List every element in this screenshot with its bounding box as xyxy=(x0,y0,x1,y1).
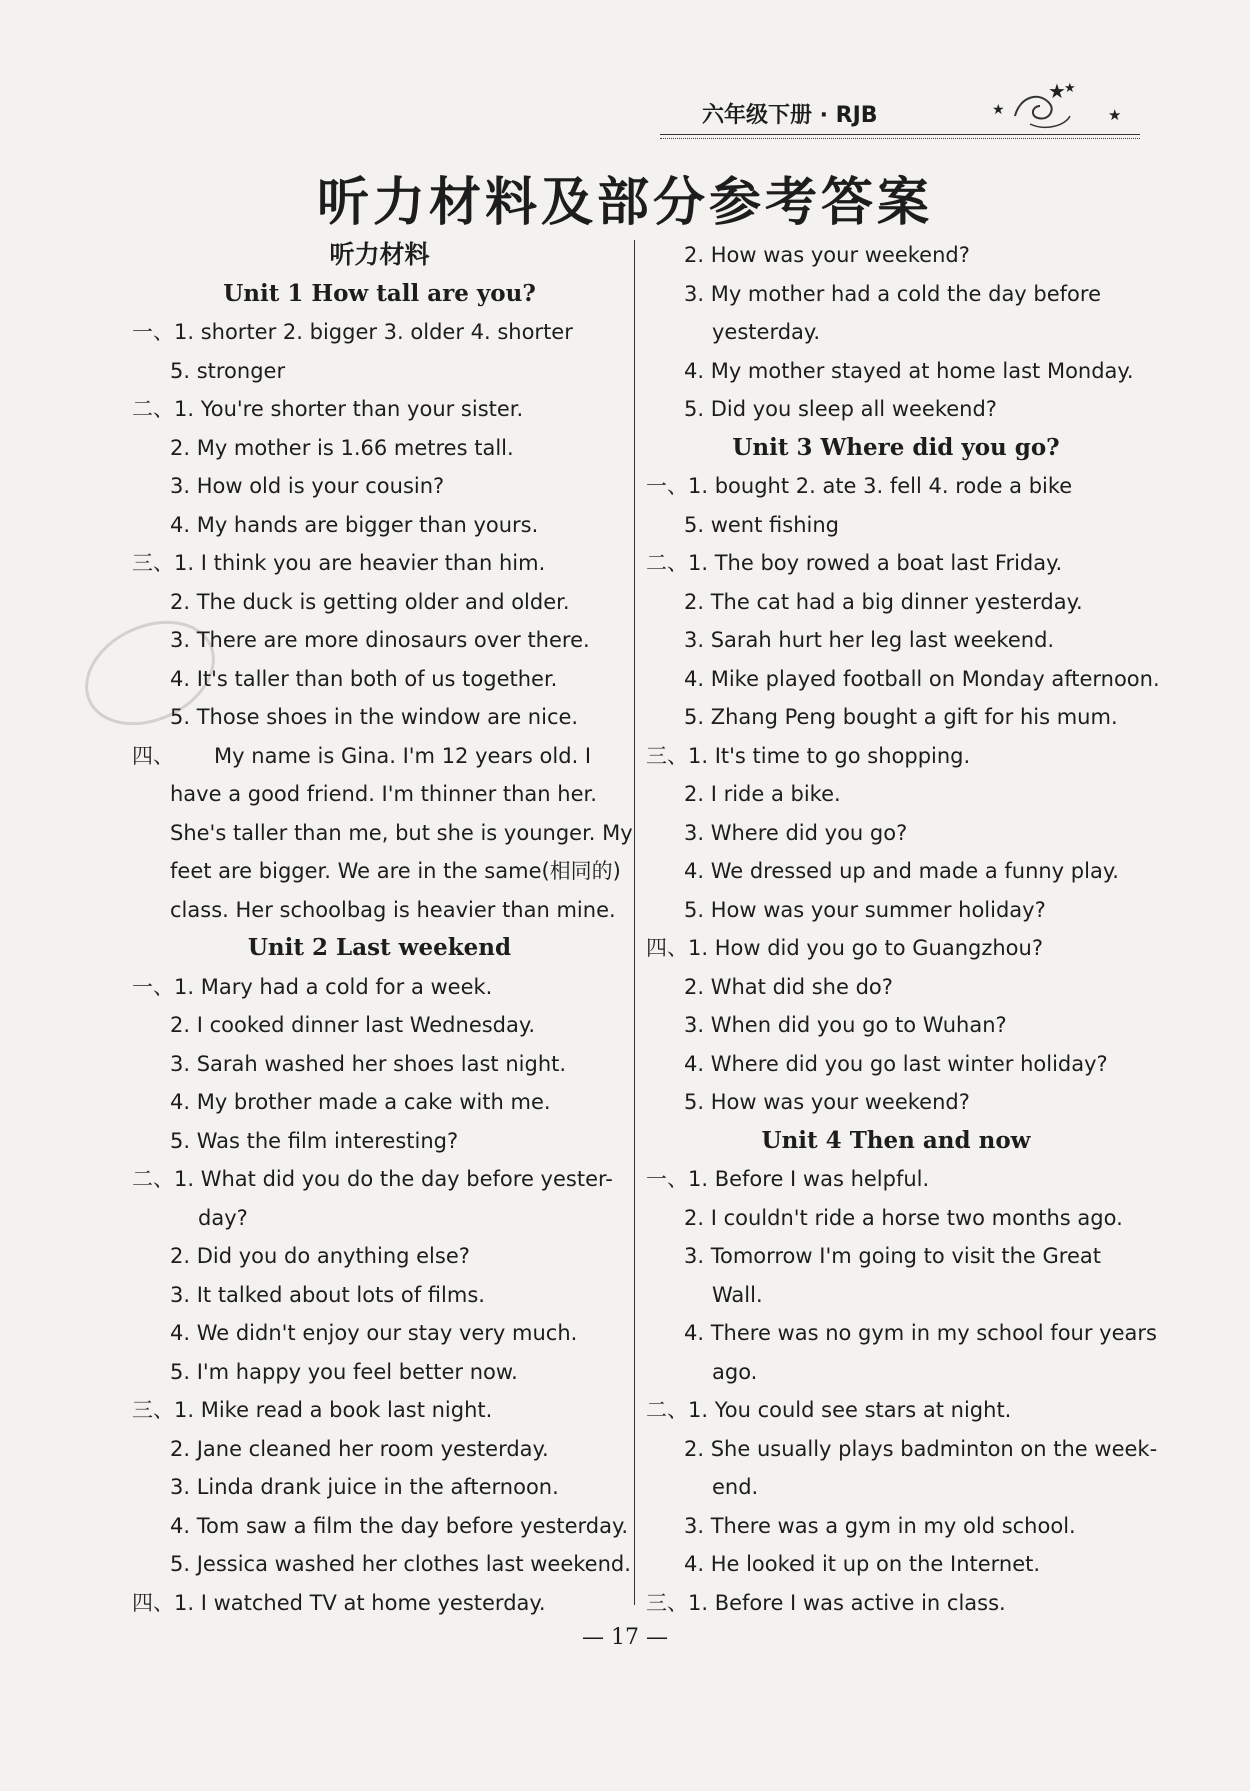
answer-line: yesterday. xyxy=(712,320,821,344)
answer-line: 三、1. It's time to go shopping. xyxy=(646,743,971,768)
answer-line: 4. We didn't enjoy our stay very much. xyxy=(170,1321,578,1345)
answer-line: 3. It talked about lots of films. xyxy=(170,1282,485,1307)
answer-line: 4. It's taller than both of us together. xyxy=(170,666,558,691)
answer-line: day? xyxy=(198,1205,248,1230)
answer-line: 5. went fishing xyxy=(684,512,839,537)
answer-line: 三、1. I think you are heavier than him. xyxy=(132,551,546,575)
page-title: 听力材料及部分参考答案 xyxy=(316,173,933,233)
svg-text:★: ★ xyxy=(1064,81,1076,96)
answer-line: 2. How was your weekend? xyxy=(684,243,970,267)
answer-line: 3. There was a gym in my old school. xyxy=(684,1513,1076,1538)
answer-line: 4. Tom saw a film the day before yesterday. xyxy=(170,1513,629,1538)
answer-line: 一、1. shorter 2. bigger 3. older 4. shorter xyxy=(132,320,573,344)
answer-line: 5. Was the film interesting? xyxy=(170,1128,459,1153)
running-header xyxy=(660,79,1140,142)
answer-line: 3. There are more dinosaurs over there. xyxy=(170,628,590,652)
answer-line: 4. My mother stayed at home last Monday. xyxy=(684,358,1134,383)
answer-line: 4. My brother made a cake with me. xyxy=(170,1090,551,1114)
answer-line: 三、1. Mike read a book last night. xyxy=(132,1398,493,1422)
answer-line: 2. The cat had a big dinner yesterday. xyxy=(684,589,1083,614)
answer-line: 5. Did you sleep all weekend? xyxy=(684,397,997,421)
paragraph-line: class. Her schoolbag is heavier than mine. xyxy=(170,897,616,922)
answer-line: ago. xyxy=(712,1359,758,1384)
answer-line: 2. My mother is 1.66 metres tall. xyxy=(170,435,514,460)
answer-line: 2. She usually plays badminton on the week- xyxy=(684,1436,1158,1461)
answer-line: 4. We dressed up and made a funny play. xyxy=(684,859,1119,883)
unit-heading: Unit 1 How tall are you? xyxy=(223,279,536,307)
answer-line: 一、1. Mary had a cold for a week. xyxy=(132,974,493,999)
paragraph-line: 四、 My name is Gina. I'm 12 years old. I xyxy=(132,743,592,768)
answer-line: 5. Jessica washed her clothes last weekend. xyxy=(170,1552,631,1576)
answer-line: 3. Tomorrow I'm going to visit the Great xyxy=(684,1244,1101,1268)
answer-line: end. xyxy=(712,1475,759,1499)
answer-line: 一、1. bought 2. ate 3. fell 4. rode a bike xyxy=(646,474,1073,498)
svg-text:★: ★ xyxy=(1048,79,1066,103)
paragraph-line: feet are bigger. We are in the same(相同的) xyxy=(170,859,621,883)
section-heading: 听力材料 xyxy=(329,240,430,269)
unit-heading: Unit 3 Where did you go? xyxy=(732,433,1060,461)
unit-heading: Unit 2 Last weekend xyxy=(247,934,512,961)
left-column xyxy=(132,236,633,1622)
answer-line: 5. I'm happy you feel better now. xyxy=(170,1359,518,1384)
paragraph-line: have a good friend. I'm thinner than her. xyxy=(170,782,597,806)
answer-line: 5. How was your summer holiday? xyxy=(684,897,1046,922)
answer-line: 四、1. How did you go to Guangzhou? xyxy=(646,936,1043,960)
answer-line: 一、1. Before I was helpful. xyxy=(646,1167,930,1191)
answer-line: 3. How old is your cousin? xyxy=(170,474,445,498)
answer-line: 3. Sarah hurt her leg last weekend. xyxy=(684,628,1055,652)
answer-line: 3. My mother had a cold the day before xyxy=(684,281,1101,306)
svg-text:★: ★ xyxy=(992,102,1005,118)
answer-line: 二、1. The boy rowed a boat last Friday. xyxy=(646,551,1063,575)
paragraph-line: She's taller than me, but she is younger. My xyxy=(170,820,633,845)
answer-line: 3. Sarah washed her shoes last night. xyxy=(170,1051,567,1076)
header-rule-dotted xyxy=(660,138,1140,139)
answer-line: 5. Those shoes in the window are nice. xyxy=(170,705,579,729)
answer-line: 4. Where did you go last winter holiday? xyxy=(684,1051,1108,1076)
answer-line: 三、1. Before I was active in class. xyxy=(646,1590,1006,1615)
answer-line: 5. Zhang Peng bought a gift for his mum. xyxy=(684,705,1118,729)
answer-line: 2. I cooked dinner last Wednesday. xyxy=(170,1013,535,1037)
answer-line: 4. He looked it up on the Internet. xyxy=(684,1552,1041,1576)
svg-text:★: ★ xyxy=(1108,106,1122,124)
answer-line: 4. Mike played football on Monday afternoon. xyxy=(684,666,1160,691)
answer-line: 二、1. What did you do the day before yester- xyxy=(132,1167,613,1191)
answer-line: 2. I ride a bike. xyxy=(684,782,841,806)
answer-line: 2. Jane cleaned her room yesterday. xyxy=(170,1436,549,1461)
grade-label: 六年级下册 · RJB xyxy=(702,103,878,128)
answer-line: 5. How was your weekend? xyxy=(684,1090,970,1114)
answer-line: 2. The duck is getting older and older. xyxy=(170,589,570,614)
column-divider xyxy=(634,240,635,1605)
answer-line: 2. Did you do anything else? xyxy=(170,1244,470,1268)
answer-line: 二、1. You're shorter than your sister. xyxy=(132,397,524,421)
unit-heading: Unit 4 Then and now xyxy=(761,1126,1031,1154)
right-column xyxy=(646,236,1160,1622)
answer-line: Wall. xyxy=(712,1282,763,1307)
answer-line: 3. Where did you go? xyxy=(684,820,908,845)
answer-line: 5. stronger xyxy=(170,358,286,383)
answer-line: 2. I couldn't ride a horse two months ago. xyxy=(684,1205,1123,1230)
answer-line: 4. There was no gym in my school four years xyxy=(684,1321,1157,1345)
answer-line: 3. Linda drank juice in the afternoon. xyxy=(170,1475,559,1499)
answer-line: 二、1. You could see stars at night. xyxy=(646,1398,1012,1422)
answer-line: 2. What did she do? xyxy=(684,974,893,999)
answer-line: 四、1. I watched TV at home yesterday. xyxy=(132,1590,546,1615)
answer-line: 4. My hands are bigger than yours. xyxy=(170,512,539,537)
star-decoration-icon xyxy=(960,76,1130,136)
answer-line: 3. When did you go to Wuhan? xyxy=(684,1013,1007,1037)
page-number: — 17 — xyxy=(582,1625,668,1650)
